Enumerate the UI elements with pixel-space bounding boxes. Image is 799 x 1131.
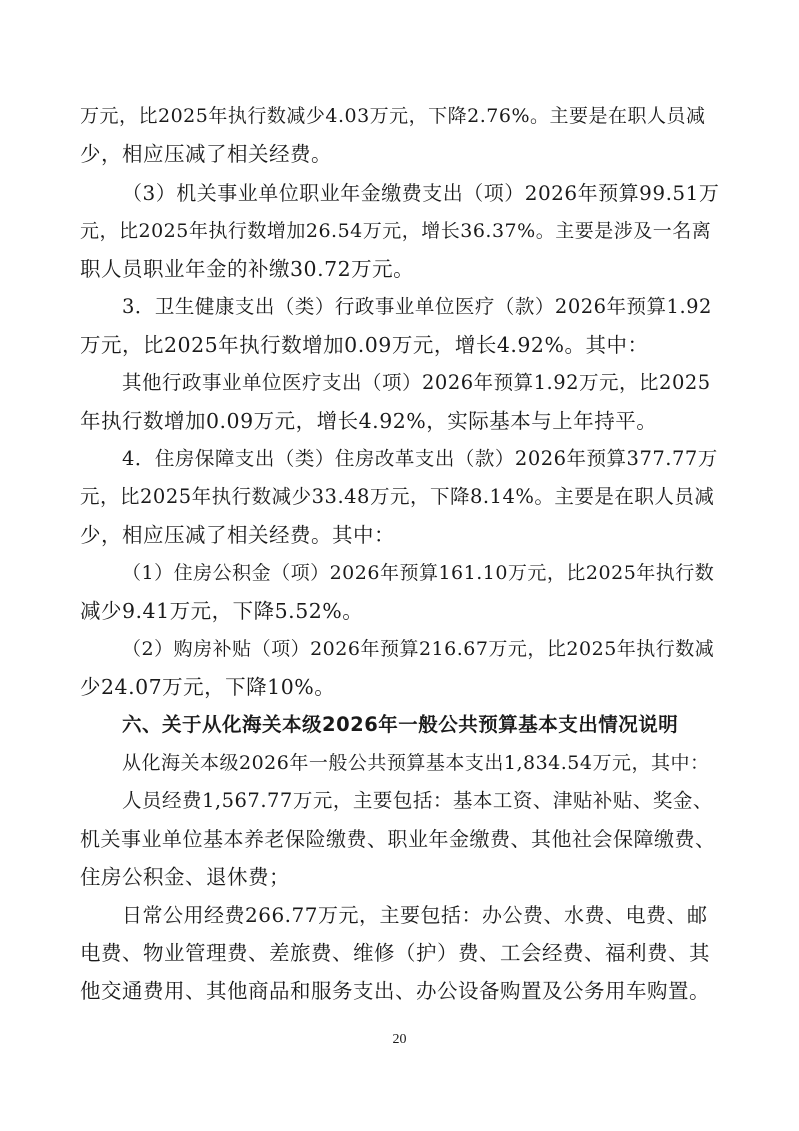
page-number: 20 (392, 1032, 407, 1047)
text-line: 4．住房保障支出（类）住房改革支出（款）2026年预算377.77万 (122, 447, 718, 470)
text-line: 万元，比2025年执行数增加0.09万元，增长4.92%。其中： (80, 333, 649, 357)
section-heading: 六、关于从化海关本级2026年一般公共预算基本支出情况说明 (122, 713, 679, 736)
text-line: 年执行数增加0.09万元，增长4.92%，实际基本与上年持平。 (80, 409, 658, 433)
text-line: （1）住房公积金（项）2026年预算161.10万元，比2025年执行数 (122, 562, 715, 584)
text-line: 3．卫生健康支出（类）行政事业单位医疗（款）2026年预算1.92 (122, 295, 712, 318)
text-line: 少，相应压减了相关经费。 (80, 142, 332, 166)
text-line: 其他行政事业单位医疗支出（项）2026年预算1.92万元，比2025 (122, 371, 711, 394)
text-line: 少24.07万元，下降10%。 (80, 675, 336, 699)
text-line: 元，比2025年执行数增加26.54万元，增长36.37%。主要是涉及一名离 (80, 220, 712, 242)
text-line: 机关事业单位基本养老保险缴费、职业年金缴费、其他社会保障缴费、 (80, 827, 716, 851)
text-line: 减少9.41万元，下降5.52%。 (80, 599, 364, 623)
text-line: （2）购房补贴（项）2026年预算216.67万元，比2025年执行数减 (122, 638, 715, 660)
text-line: 职人员职业年金的补缴30.72万元。 (80, 257, 415, 281)
text-line: 日常公用经费266.77万元，主要包括：办公费、水费、电费、邮 (122, 903, 708, 927)
text-line: 少，相应压减了相关经费。其中： (80, 523, 395, 547)
text-line: 人员经费1,567.77万元，主要包括：基本工资、津贴补贴、奖金、 (122, 789, 713, 812)
text-line: 他交通费用、其他商品和服务支出、办公设备购置及公务用车购置。 (80, 979, 710, 1003)
text-line: 万元，比2025年执行数减少4.03万元，下降2.76%。主要是在职人员减 (80, 105, 706, 127)
text-line: 元，比2025年执行数减少33.48万元，下降8.14%。主要是在职人员减 (80, 485, 715, 508)
text-line: （3）机关事业单位职业年金缴费支出（项）2026年预算99.51万 (122, 181, 720, 205)
text-line: 电费、物业管理费、差旅费、维修（护）费、工会经费、福利费、其 (80, 941, 710, 965)
text-line: 住房公积金、退休费； (80, 865, 290, 889)
text-line: 从化海关本级2026年一般公共预算基本支出1,834.54万元，其中： (122, 752, 710, 774)
